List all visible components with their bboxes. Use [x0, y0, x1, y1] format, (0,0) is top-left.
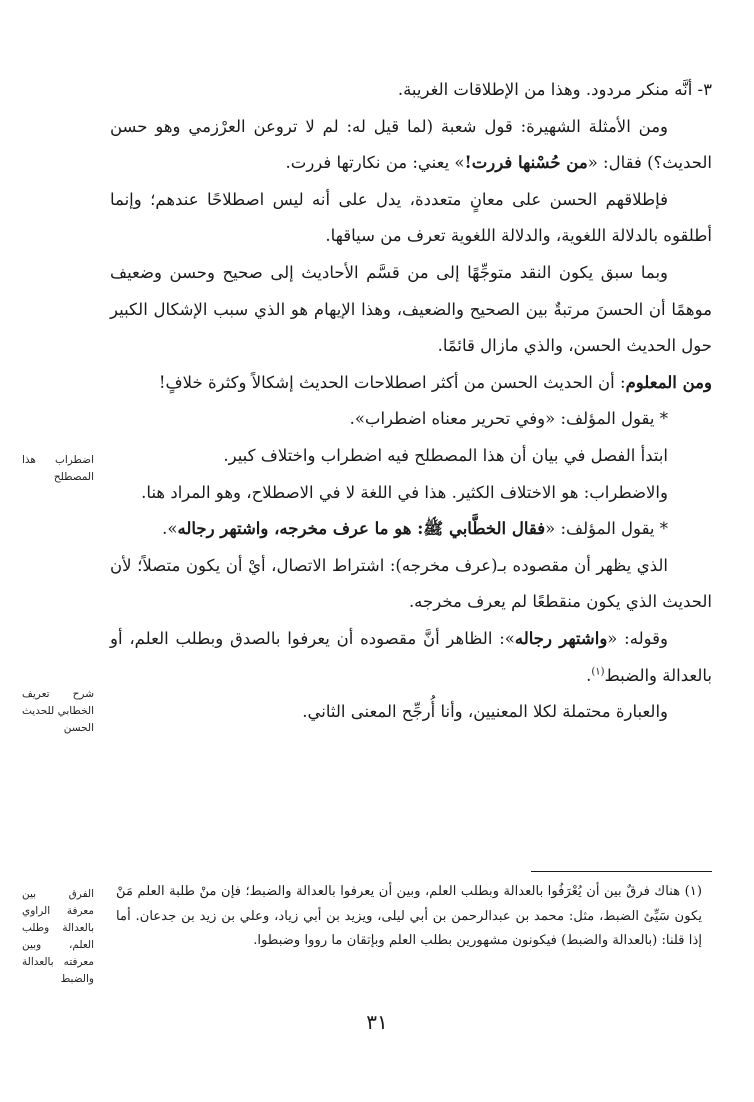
bold-text: فقال الخطَّابي ﷺ: هو ما عرف مخرجه، واشتهر رجاله — [177, 519, 546, 539]
margin-note: الفرق بين معرفة الراوي بالعدالة وطلب العلم، وبين معرفته بالعدالة والضبط — [22, 888, 94, 985]
page-number: ٣١ — [366, 1010, 388, 1034]
text-run: »: الظاهر أنَّ مقصوده أن يعرفوا بالصدق وبطلب العلم، أو بالعدالة والضبط — [110, 628, 712, 685]
bold-text: واشتهر رجاله — [514, 628, 608, 648]
paragraph — [110, 548, 712, 621]
text-run: وقوله: « — [607, 628, 668, 648]
text-run: الذي يظهر أن مقصوده بـ(عرف مخرجه): اشتراط الاتصال، أيْ أن يكون متصلاً؛ لأن الحديث الذي يكون منقطعًا لم يعرف مخرجه. — [110, 555, 712, 612]
paragraph — [110, 401, 712, 438]
text-run: والعبارة محتملة لكلا المعنيين، وأنا أُرجِّح المعنى الثاني. — [302, 702, 668, 722]
footnote: (١) هناك فرقٌ بين أن يُعْرَفُوا بالعدالة وبطلب العلم، وبين أن يعرفوا بالعدالة والضبط؛ فإن منْ طلبة العلم مَنْ يكون سَيِّئ الضبط، مثل: محمد بن عبدالرحمن بن أبي ليلى، ويزيد بن أبي زياد، وعلي بن زيد بن جدعان. أما إذا قلنا: (بالعدالة والضبط) فيكونون مشهورين بطلب العلم وبإتقان ما رووا وضبطوا. — [116, 884, 702, 948]
text-run: * يقول المؤلف: «وفي تحرير معناه اضطراب». — [349, 409, 668, 429]
text-run: وبما سبق يكون النقد متوجِّهًا إلى من قسَّم الأحاديث إلى صحيح وحسن وضعيف موهمًا أن الحسنَ مرتبةٌ بين الصحيح والضعيف، وهذا الإيهام هو الذي سبب الإشكال الكبير حول الحديث الحسن، والذي مازال قائمًا. — [110, 262, 712, 356]
bold-text: من حُسْنها فررت! — [464, 153, 588, 173]
paragraph — [110, 255, 712, 365]
paragraph — [110, 365, 712, 402]
text-run: . — [586, 665, 592, 685]
text-run: والاضطراب: هو الاختلاف الكثير. هذا في اللغة لا في الاصطلاح، وهو المراد هنا. — [141, 482, 668, 502]
text-run: : أن الحديث الحسن من أكثر اصطلاحات الحديث إشكالاً وكثرة خلافٍ! — [158, 372, 626, 392]
margin-note: اضطراب هذا المصطلح — [22, 454, 94, 483]
bold-text: ومن المعلوم — [625, 372, 712, 392]
text-run: ». — [162, 519, 178, 539]
footnote-divider — [531, 871, 712, 872]
margin-note: شرح تعريف الخطابي للحديث الحسن — [22, 688, 94, 734]
paragraph — [110, 694, 712, 731]
footnote-marker[interactable]: (١) — [591, 666, 605, 677]
text-run: فإطلاقهم الحسن على معانٍ متعددة، يدل على أنه ليس اصطلاحًا عندهم؛ وإنما أطلقوه بالدلالة اللغوية، والدلالة اللغوية تعرف من سياقها. — [110, 189, 712, 246]
paragraph — [110, 475, 712, 512]
text-run: ومن الأمثلة الشهيرة: قول شعبة (لما قيل له: لم لا تروعن العرْزمي وهو حسن الحديث؟) فقال: « — [110, 116, 712, 173]
paragraph — [110, 109, 712, 182]
paragraph — [110, 438, 712, 475]
text-run: » يعني: من نكارتها فررت. — [285, 153, 465, 173]
paragraph — [110, 182, 712, 255]
paragraph — [110, 621, 712, 694]
paragraph — [110, 72, 712, 109]
text-run: ابتدأ الفصل في بيان أن هذا المصطلح فيه اضطراب واختلاف كبير. — [223, 445, 668, 465]
main-text — [110, 72, 712, 731]
paragraph — [110, 511, 712, 548]
text-run: ٣- أنَّه منكر مردود. وهذا من الإطلاقات الغريبة. — [397, 80, 712, 99]
text-run: * يقول المؤلف: « — [545, 519, 668, 539]
